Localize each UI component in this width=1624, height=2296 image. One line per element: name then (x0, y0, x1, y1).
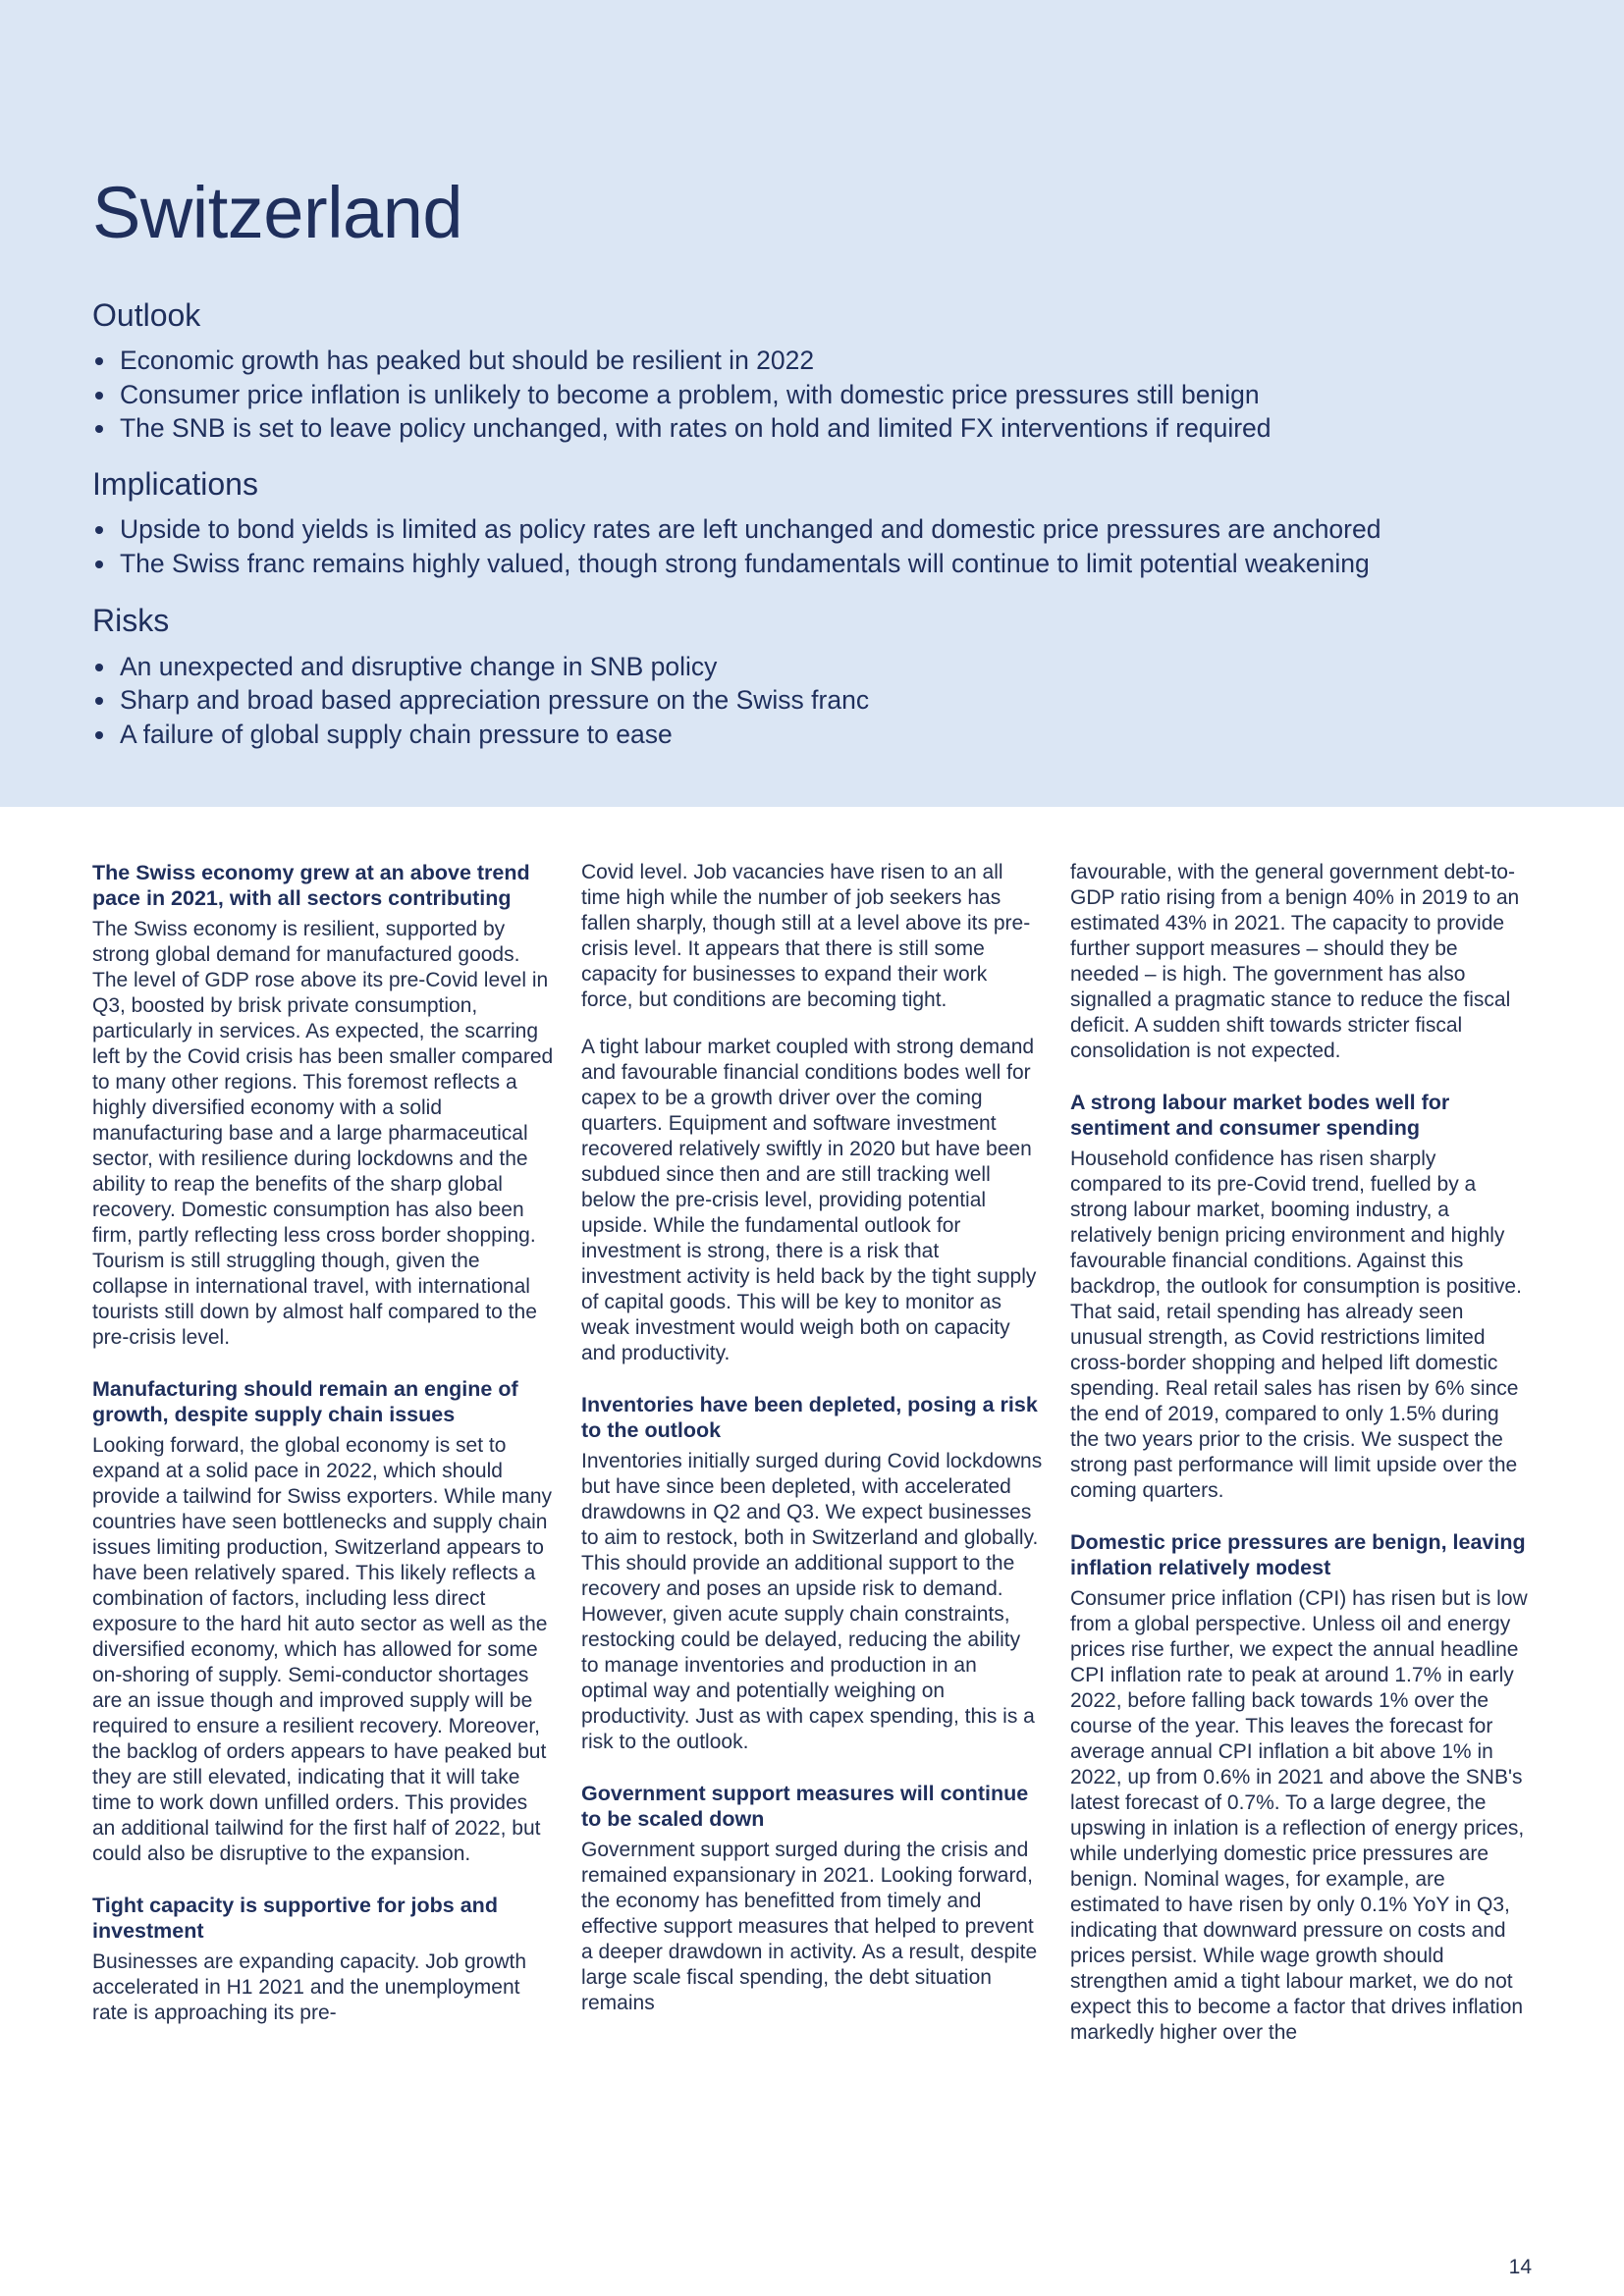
body-paragraph: Businesses are expanding capacity. Job growth accelerated in H1 2021 and the unemployment rate is approaching its pre- (92, 1950, 527, 2024)
implications-item: Upside to bond yields is limited as policy rates are left unchanged and domestic price pressures are anchored (92, 512, 1565, 547)
body-paragraph: Government support surged during the crisis and remained expansionary in 2021. Looking forward, the economy has benefitted from timely and effective support measures that helped to prevent a deeper drawdown in activity. As a result, despite large scale fiscal spending, the debt situation remains (581, 1839, 1038, 2014)
implications-item: The Swiss franc remains highly valued, though strong fundamentals will continue to limit potential weakening (92, 547, 1565, 581)
outlook-heading: Outlook (92, 297, 201, 333)
body-paragraph: A tight labour market coupled with strong demand and favourable financial conditions bodes well for capex to be a growth driver over the coming quarters. Equipment and software investment recovered relatively swiftly in 2020 but have been subdued since then and are still tracking well below the pre-crisis level, providing potential upside. While the fundamental outlook for investment is strong, there is a risk that investment activity is held back by the tight supply of capital goods. This will be key to monitor as weak investment would weigh both on capacity and productivity. (581, 1036, 1037, 1364)
section-heading: Manufacturing should remain an engine of growth, despite supply chain issues (92, 1377, 518, 1426)
risks-item: An unexpected and disruptive change in SNB policy (92, 650, 1565, 684)
summary-content (92, 172, 1565, 751)
implications-list (92, 512, 1565, 580)
section-heading: Domestic price pressures are benign, leaving inflation relatively modest (1070, 1530, 1526, 1579)
section-heading: Inventories have been depleted, posing a risk to the outlook (581, 1393, 1038, 1442)
text-column-2 (581, 860, 1043, 2038)
summary-banner (0, 0, 1624, 807)
risks-list (92, 650, 1565, 752)
body-paragraph: Looking forward, the global economy is set to expand at a solid pace in 2022, which should provide a tailwind for Swiss exporters. While many countries have seen bottlenecks and supply chain issues limiting production, Switzerland appears to have been relatively spared. This likely reflects a combination of factors, including less direct exposure to the hard hit auto sector as well as the diversified economy, which has allowed for some on-shoring of supply. Semi-conductor shortages are an issue though and improved supply will be required to ensure a resilient recovery. Moreover, the backlog of orders appears to have peaked but they are still elevated, indicating that it will take time to work down unfilled orders. This provides an additional tailwind for the first half of 2022, but could also be disruptive to the expansion. (92, 1434, 553, 1865)
body-paragraph: Inventories initially surged during Covid lockdowns but have since been depleted, with accelerated drawdowns in Q2 and Q3. We expect businesses to aim to restock, both in Switzerland and globally. This should provide an additional support to the recovery and poses an upside risk to demand. However, given acute supply chain constraints, restocking could be delayed, reducing the ability to manage inventories and production in an optimal way and potentially weighing on productivity. Just as with capex spending, this is a risk to the outlook. (581, 1450, 1043, 1753)
risks-item: Sharp and broad based appreciation pressure on the Swiss franc (92, 683, 1565, 718)
section-heading: Tight capacity is supportive for jobs and investment (92, 1894, 498, 1943)
body-paragraph: Covid level. Job vacancies have risen to an all time high while the number of job seekers has fallen sharply, though still at a level above its pre-crisis level. It appears that there is still some capacity for businesses to expand their work force, but conditions are becoming tight. (581, 861, 1031, 1011)
section-heading: Government support measures will continue to be scaled down (581, 1782, 1029, 1831)
page-title: Switzerland (92, 172, 463, 253)
risks-heading: Risks (92, 603, 170, 639)
outlook-list (92, 344, 1565, 446)
body-paragraph: Household confidence has risen sharply compared to its pre-Covid trend, fuelled by a strong labour market, booming industry, a relatively benign pricing environment and highly favourable financial conditions. Against this backdrop, the outlook for consumption is positive. That said, retail spending has already seen unusual strength, as Covid restrictions limited cross-border shopping and helped lift domestic spending. Real retail sales has risen by 6% since the end of 2019, compared to only 1.5% during the two years prior to the crisis. We suspect the strong past performance will limit upside over the coming quarters. (1070, 1148, 1522, 1502)
outlook-item: Economic growth has peaked but should be resilient in 2022 (92, 344, 1565, 378)
body-paragraph: The Swiss economy is resilient, supported by strong global demand for manufactured goods. The level of GDP rose above its pre-Covid level in Q3, boosted by brisk private consumption, particularly in services. As expected, the scarring left by the Covid crisis has been smaller compared to many other regions. This foremost reflects a highly diversified economy with a solid manufacturing base and a large pharmaceutical sector, with resilience during lockdowns and the ability to reap the benefits of the sharp global recovery. Domestic consumption has also been firm, partly reflecting less cross border shopping. Tourism is still struggling though, given the collapse in international travel, with international tourists still down by almost half compared to the pre-crisis level. (92, 918, 554, 1349)
outlook-item: Consumer price inflation is unlikely to become a problem, with domestic price pressures still benign (92, 378, 1565, 412)
implications-heading: Implications (92, 465, 258, 502)
section-heading: The Swiss economy grew at an above trend pace in 2021, with all sectors contributing (92, 861, 530, 910)
page-number: 14 (1508, 2256, 1532, 2278)
section-heading: A strong labour market bodes well for sentiment and consumer spending (1070, 1091, 1450, 1140)
text-column-1 (92, 860, 554, 2048)
body-paragraph: favourable, with the general government debt-to-GDP ratio rising from a benign 40% in 2019 to an estimated 43% in 2021. The capacity to provide further support measures – should they be needed – is high. The government has also signalled a pragmatic stance to reduce the fiscal deficit. A sudden shift towards stricter fiscal consolidation is not expected. (1070, 861, 1520, 1062)
body-paragraph: Consumer price inflation (CPI) has risen but is low from a global perspective. Unless oil and energy prices rise further, we expect the annual headline CPI inflation rate to peak at around 1.7% in early 2022, before falling back towards 1% over the course of the year. This leaves the forecast for average annual CPI inflation a bit above 1% in 2022, up from 0.6% in 2021 and above the SNB's latest forecast of 0.7%. To a large degree, the upswing in inlation is a reflection of energy prices, while underlying domestic price pressures are benign. Nominal wages, for example, are estimated to have risen by only 0.1% YoY in Q3, indicating that downward pressure on costs and prices persist. While wage growth should strengthen amid a tight labour market, we do not expect this to become a factor that drives inflation markedly higher over the (1070, 1587, 1528, 2044)
text-column-3 (1070, 860, 1532, 2067)
outlook-item: The SNB is set to leave policy unchanged, with rates on hold and limited FX interventions if required (92, 411, 1565, 446)
risks-item: A failure of global supply chain pressure to ease (92, 718, 1565, 752)
